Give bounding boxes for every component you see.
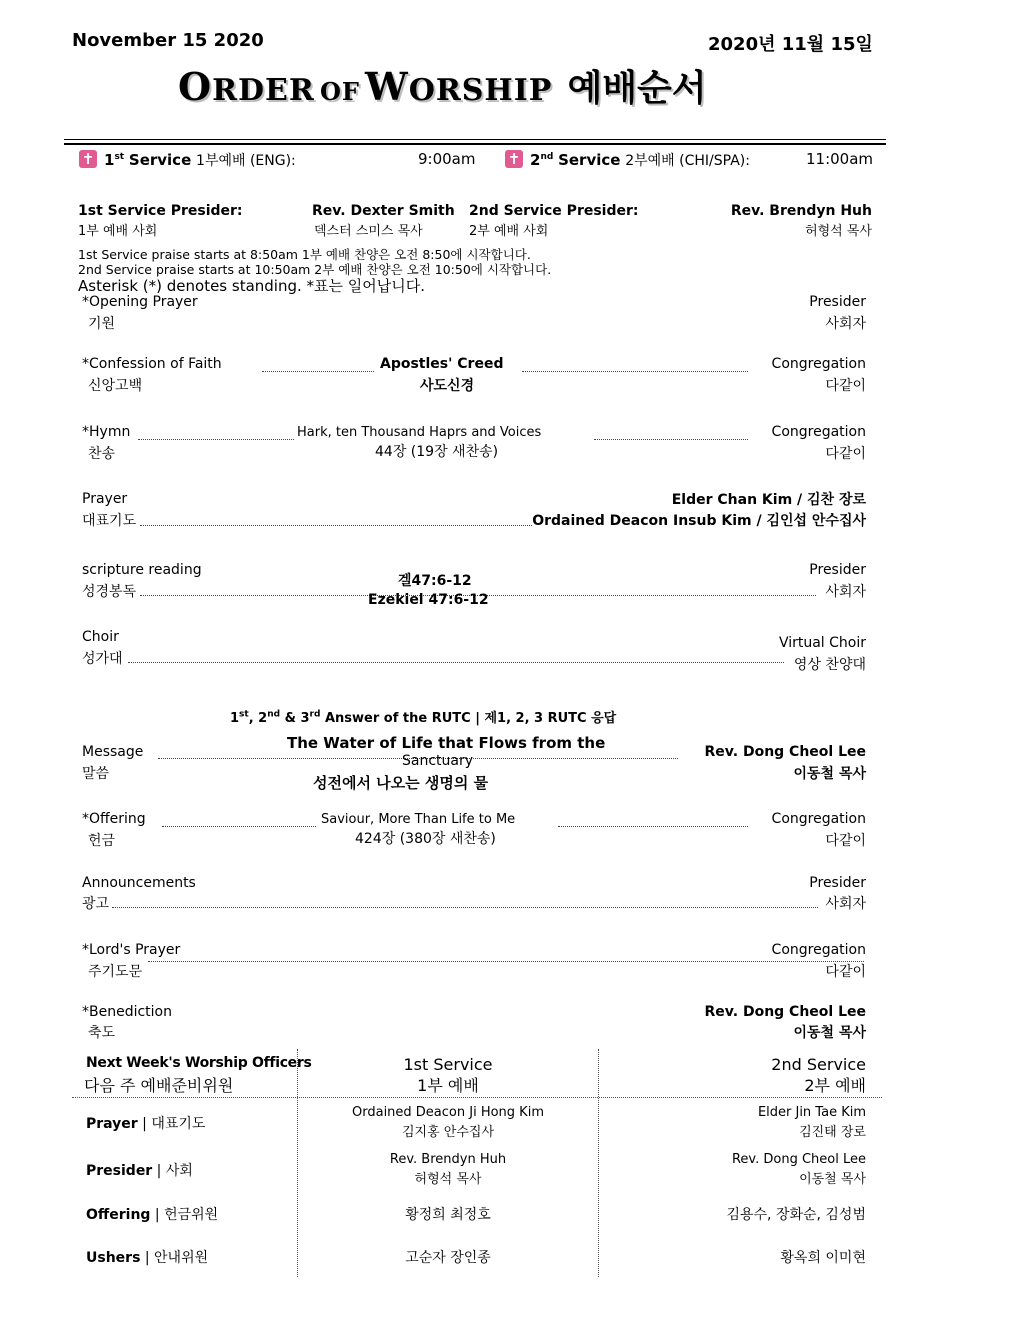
- table-cell: 황정희 최정호: [405, 1207, 491, 1223]
- opening-prayer-by-ko: 사회자: [825, 316, 866, 332]
- table-header-rule: [72, 1097, 882, 1098]
- asterisk-note: Asterisk (*) denotes standing. *표는 일어납니다.: [78, 277, 426, 295]
- scripture-by-ko: 사회자: [825, 584, 866, 600]
- table-divider: [598, 1049, 599, 1277]
- message-title-ko: 성전에서 나오는 생명의 물: [313, 774, 489, 792]
- scripture-ko: 성경봉독: [82, 584, 137, 600]
- leader-dots: [162, 826, 316, 827]
- officers-title-ko: 다음 주 예배준비위원: [84, 1076, 234, 1095]
- divider-top-thick: [64, 143, 886, 145]
- hymn-number: 44장 (19장 새찬송): [375, 444, 499, 460]
- leader-dots: [262, 371, 374, 372]
- date-english: November 15 2020: [72, 30, 264, 51]
- table-cell: Elder Jin Tae Kim: [757, 1105, 866, 1120]
- leader-dots: [558, 826, 748, 827]
- presider2-name: Rev. Brendyn Huh: [730, 203, 872, 219]
- benediction: *Benediction: [82, 1004, 172, 1020]
- table-cell: 고순자 장인종: [405, 1250, 491, 1266]
- col-2nd-service: 2nd Service: [771, 1055, 866, 1074]
- table-cell: Ordained Deacon Ji Hong Kim: [352, 1105, 544, 1120]
- scripture-by: Presider: [809, 562, 866, 578]
- leader-dots: [138, 439, 294, 440]
- announcements-by: Presider: [809, 875, 866, 891]
- opening-prayer: *Opening Prayer: [82, 294, 198, 310]
- presider2-name-ko: 허형석 목사: [805, 224, 872, 239]
- table-cell: 황옥희 이미현: [780, 1250, 866, 1266]
- praise-note-2: 2nd Service praise starts at 10:50am 2부 예배 찬양은 오전 10:50에 시작합니다.: [78, 262, 552, 277]
- col-1st-service-ko: 1부 예배: [417, 1076, 479, 1095]
- confession-title-ko: 사도신경: [420, 378, 475, 394]
- offering-by-ko: 다같이: [825, 833, 866, 849]
- rutc-answer: 1st, 2nd & 3rd Answer of the RUTC | 제1, 2, 3 RUTC 응답: [230, 709, 617, 726]
- table-divider: [297, 1049, 298, 1277]
- confession-by-ko: 다같이: [825, 378, 866, 394]
- message: Message: [82, 744, 144, 760]
- confession-ko: 신앙고백: [88, 378, 143, 394]
- table-cell: Rev. Dong Cheol Lee: [731, 1152, 866, 1167]
- benediction-by-ko: 이동철 목사: [793, 1025, 866, 1041]
- service1-time: 9:00am: [418, 150, 476, 168]
- table-row-role: Offering | 헌금위원: [86, 1207, 219, 1223]
- prayer-ko: 대표기도: [82, 513, 137, 529]
- choir: Choir: [82, 629, 119, 645]
- table-row-role: Prayer | 대표기도: [86, 1116, 206, 1132]
- cross-icon: ✝: [79, 150, 97, 168]
- message-ko: 말씀: [82, 766, 110, 782]
- presider1-label-ko: 1부 예배 사회: [78, 224, 158, 239]
- presider2-label-ko: 2부 예배 사회: [469, 224, 549, 239]
- opening-prayer-by: Presider: [809, 294, 866, 310]
- message-title-2: Sanctuary: [402, 753, 474, 769]
- message-by: Rev. Dong Cheol Lee: [704, 744, 866, 760]
- date-korean: 2020년 11월 15일: [708, 34, 873, 55]
- choir-ko: 성가대: [82, 651, 123, 667]
- lords-prayer-by: Congregation: [771, 942, 866, 958]
- leader-dots: [594, 439, 748, 440]
- offering: *Offering: [82, 811, 146, 827]
- confession-title: Apostles' Creed: [380, 356, 504, 372]
- table-cell: 김지홍 안수집사: [401, 1125, 495, 1140]
- presider1-label: 1st Service Presider:: [78, 203, 243, 219]
- announcements-by-ko: 사회자: [825, 896, 866, 912]
- table-cell: 김진태 장로: [799, 1125, 866, 1140]
- lords-prayer: *Lord's Prayer: [82, 942, 181, 958]
- message-by-ko: 이동철 목사: [793, 766, 866, 782]
- prayer-by: Elder Chan Kim / 김찬 장로: [671, 492, 866, 508]
- scripture-ref: Ezekiel 47:6-12: [368, 592, 489, 608]
- scripture-ref-ko: 겔47:6-12: [398, 573, 472, 589]
- hymn: *Hymn: [82, 424, 131, 440]
- leader-dots: [112, 907, 818, 908]
- service2-time: 11:00am: [806, 150, 874, 168]
- prayer: Prayer: [82, 491, 128, 507]
- title-orship: ORSHIP: [408, 73, 553, 108]
- table-row-role: Presider | 사회: [86, 1163, 193, 1179]
- choir-by: Virtual Choir: [778, 635, 866, 651]
- benediction-ko: 축도: [88, 1025, 116, 1041]
- confession-of-faith: *Confession of Faith: [82, 356, 222, 372]
- table-row-role: Ushers | 안내위원: [86, 1250, 209, 1266]
- col-1st-service: 1st Service: [403, 1055, 493, 1074]
- service1-label: 1st Service 1부예배 (ENG):: [104, 151, 296, 169]
- presider1-name: Rev. Dexter Smith: [312, 203, 455, 219]
- benediction-by: Rev. Dong Cheol Lee: [704, 1004, 866, 1020]
- offering-hymn-number: 424장 (380장 새찬송): [355, 831, 496, 847]
- hymn-title: Hark, ten Thousand Haprs and Voices: [297, 425, 542, 440]
- page-title: [178, 60, 707, 111]
- hymn-by: Congregation: [771, 424, 866, 440]
- cross-icon: ✝: [505, 150, 523, 168]
- hymn-ko: 찬송: [88, 446, 116, 462]
- leader-dots: [140, 525, 532, 526]
- title-of: OF: [319, 77, 360, 106]
- title-letter-o: O: [178, 64, 213, 109]
- scripture-reading: scripture reading: [82, 562, 202, 578]
- leader-dots: [128, 662, 784, 663]
- leader-dots: [522, 371, 748, 372]
- offering-title: Saviour, More Than Life to Me: [321, 812, 516, 827]
- table-cell: 김용수, 장화순, 김성범: [726, 1207, 866, 1223]
- opening-prayer-ko: 기원: [88, 316, 116, 332]
- leader-dots: [148, 961, 864, 962]
- message-title: The Water of Life that Flows from the: [287, 734, 606, 752]
- offering-ko: 헌금: [88, 833, 116, 849]
- hymn-by-ko: 다같이: [825, 446, 866, 462]
- table-cell: Rev. Brendyn Huh: [389, 1152, 507, 1167]
- announcements-ko: 광고: [82, 896, 110, 912]
- title-korean: 예배순서: [567, 68, 707, 109]
- offering-by: Congregation: [771, 811, 866, 827]
- lords-prayer-ko: 주기도문: [88, 964, 143, 980]
- prayer-by-2: Ordained Deacon Insub Kim / 김인섭 안수집사: [532, 513, 866, 529]
- title-letter-w: W: [365, 64, 409, 109]
- service2-label: 2nd Service 2부예배 (CHI/SPA):: [530, 151, 750, 169]
- presider1-name-ko: 덱스터 스미스 목사: [314, 224, 423, 239]
- officers-title: Next Week's Worship Officers: [86, 1055, 312, 1071]
- table-cell: 이동철 목사: [799, 1172, 866, 1187]
- confession-by: Congregation: [771, 356, 866, 372]
- divider-top: [64, 139, 886, 140]
- presider2-label: 2nd Service Presider:: [469, 203, 639, 219]
- title-rder: RDER: [212, 73, 315, 108]
- choir-by-ko: 영상 찬양대: [793, 657, 866, 673]
- announcements: Announcements: [82, 875, 196, 891]
- col-2nd-service-ko: 2부 예배: [804, 1076, 866, 1095]
- lords-prayer-by-ko: 다같이: [825, 964, 866, 980]
- table-cell: 허형석 목사: [414, 1172, 482, 1187]
- praise-note-1: 1st Service praise starts at 8:50am 1부 예배 찬양은 오전 8:50에 시작합니다.: [78, 247, 531, 262]
